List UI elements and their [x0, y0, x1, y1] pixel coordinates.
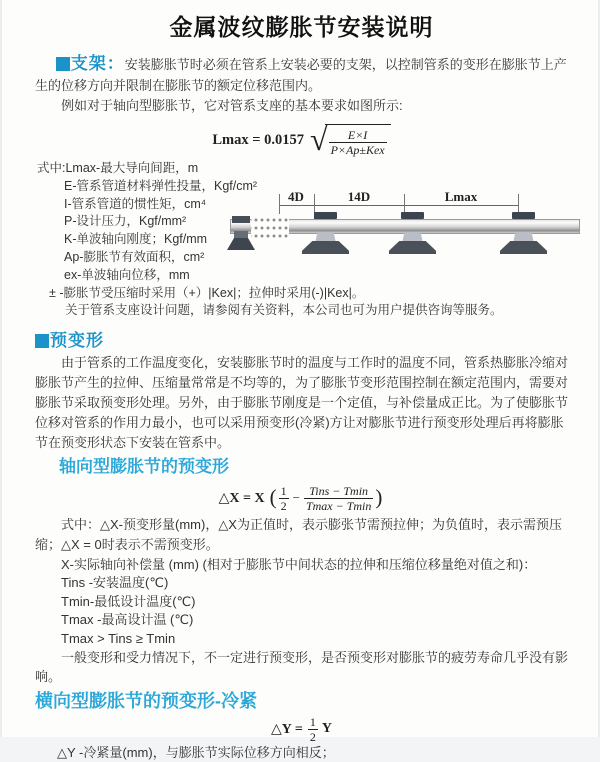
dim-label-14d: 14D — [347, 189, 371, 204]
definitions-and-diagram — [35, 160, 568, 320]
support-base — [500, 241, 547, 254]
section-marker-square — [35, 334, 49, 348]
definition-p: P-设计压力，Kgf/mm² — [64, 214, 187, 229]
support-base — [302, 241, 349, 254]
fraction-denominator: 2 — [280, 498, 287, 513]
anchor-stem — [234, 231, 248, 239]
tins-definition: Tins -安装温度(℃) — [61, 575, 169, 590]
page-title: 金属波纹膨胀节安装说明 — [169, 14, 434, 40]
axial-predeform-formula — [35, 481, 568, 515]
definition-e: E-管系管道材料弹性投量，Kgf/cm² — [64, 178, 258, 193]
lateral-predeform-heading: 横向型膨胀节的预变形-冷紧 — [35, 691, 257, 711]
dim-label-4d: 4D — [288, 189, 304, 204]
predeform-section-heading-row — [35, 330, 568, 353]
right-paren: ) — [375, 484, 383, 509]
axial-predeform-note: 一般变形和受力情况下，不一定进行预变形，是否预变形对膨胀节的疲劳寿命几乎没有影响。 — [35, 650, 569, 684]
fraction-numerator: E×I — [347, 127, 368, 142]
pipe-anchor — [226, 212, 256, 258]
support-section-heading: 支架： — [70, 54, 125, 73]
left-paren: ( — [269, 484, 277, 509]
pipe-support-diagram — [225, 188, 580, 268]
definition-i: I-管系管道的惯性矩，cm⁴ — [64, 196, 207, 211]
fraction-denominator: P×Ap±Kex — [330, 142, 385, 157]
pipe-support — [298, 212, 352, 258]
axial-formula-explanation: 式中：△X-预变形量(mm)，△X为正值时，表示膨张节需预拉伸；为负值时，表示需预压缩；△X = 0时表示不需预变形。 — [35, 517, 562, 552]
dim-label-lmax: Lmax — [444, 189, 478, 204]
definition-k: K-单波轴向刚度；Kgf/mm — [64, 232, 208, 247]
support-intro-text: 安装膨胀节时必须在管系上安装必要的支架，以控制管系的变形在膨胀节上产生的位移方向并限制在膨胀节的额定位移范围内。 — [35, 57, 567, 93]
fraction-numerator: 1 — [309, 714, 316, 729]
tmin-definition: Tmin-最低设计温度(℃) — [61, 593, 196, 609]
square-root-sign: √ — [310, 121, 328, 157]
lateral-predeform-formula — [35, 714, 568, 744]
pipe-support — [385, 212, 439, 258]
support-clamp — [401, 212, 424, 219]
predeform-body-paragraph: 由于管系的工作温度变化，安装膨胀节时的温度与工作时的温度不同，管系热膨胀冷缩对膨胀节产生的拉伸、压缩量常常是不均等的，为了膨胀节变形范围控制在额定范围内，需要对膨胀节采取预变形处理。另外，由于膨胀节刚度是一个定值，与补偿量成正比。为了使膨胀节位移对管系的作用力最小，也可以采用预变形(冷紧)方让对膨胀节进行预变形处理后再将膨胀节在预变形状态下安装在管系中。 — [35, 355, 569, 450]
fraction-denominator: Tmax − Tmin — [305, 498, 372, 513]
support-base — [389, 241, 436, 254]
support-clamp — [314, 212, 337, 219]
support-clamp — [512, 212, 535, 219]
axial-predeform-heading: 轴向型膨胀节的预变形 — [59, 457, 229, 476]
lateral-predeform-note: △Y -冷紧量(mm)，与膨胀节实际位移方向相反； — [57, 745, 335, 760]
anchor-base — [227, 238, 255, 250]
support-intro-paragraph — [35, 54, 568, 96]
one-half-fraction — [279, 484, 289, 513]
guide-spacing-formula — [35, 122, 568, 158]
formula-lhs: △X = X — [218, 490, 265, 506]
formula-lhs: Lmax = 0.0157 — [212, 131, 305, 148]
support-example-line: 例如对于轴向型膨胀节，它对管系支座的基本要求如图所示: — [61, 98, 403, 113]
definition-plus-minus: ± -膨胀节受压缩时采用（+）|Kex|；拉伸时采用(-)|Kex|。 — [49, 285, 365, 300]
definition-ex: ex-单波轴向位移，mm — [64, 267, 190, 282]
formula-lhs: △Y = — [271, 721, 303, 737]
bellows-section — [251, 214, 289, 238]
anchor-clamp — [232, 216, 250, 223]
formula-rhs: Y — [321, 721, 332, 736]
tmax-definition: Tmax -最高设计温 (℃) — [61, 612, 194, 627]
x-definition-line: X-实际轴向补偿量 (mm) (相对于膨胀节中间状态的拉伸和压缩位移量绝对值之和)： — [61, 557, 537, 572]
radicand — [325, 124, 391, 157]
temperature-fraction — [304, 484, 373, 513]
predeform-section-heading: 预变形 — [50, 331, 104, 350]
fraction-numerator: Tins − Tmin — [309, 483, 369, 498]
definition-lmax: 式中:Lmax-最大导向间距，m — [37, 161, 199, 175]
fraction-numerator: 1 — [280, 483, 287, 498]
pipe-support — [496, 212, 550, 258]
one-half-fraction — [308, 715, 318, 744]
temperature-inequality: Tmax > Tins ≥ Tmin — [61, 630, 176, 646]
minus-operator: − — [292, 490, 300, 505]
definition-ap: Ap-膨胀节有效面积，cm² — [64, 249, 205, 264]
support-consulting-note: 关于管系支座设计问题，请参阅有关资料，本公司也可为用户提供咨询等服务。 — [65, 303, 503, 318]
section-marker-square — [56, 57, 70, 71]
fraction-denominator: 2 — [309, 729, 316, 744]
